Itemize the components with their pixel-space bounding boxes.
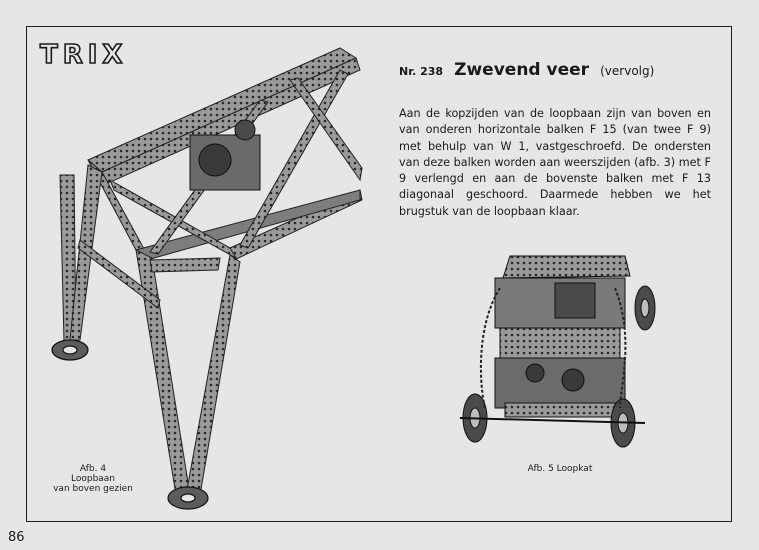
figure-5-caption-line-1: Afb. 5 Loopkat xyxy=(527,464,593,474)
figure-4-track-illustration xyxy=(40,40,370,515)
figure-4-caption-line-3: van boven gezien xyxy=(53,484,133,494)
page-number: 86 xyxy=(8,530,25,545)
figure-5-caption xyxy=(510,464,610,474)
instruction-paragraph: Aan de kopzijden van de loopbaan zijn van boven en van onderen horizontale balken F 15 (van twee F 9) met behulp van W 1, vastgeschroefd. De ondersten van deze balken worden aan weerszijden (afb. 3) met F 9 verlengd en aan de bovenste balken met F 13 diagonaal geschoord. Daarmede hebben we het brugstuk van de loopbaan klaar. xyxy=(399,107,711,218)
model-number: Nr. 238 xyxy=(399,65,444,78)
trix-logo: TRIX xyxy=(40,40,128,70)
figure-5-trolley-illustration xyxy=(455,248,665,458)
model-title: Zwevend veer xyxy=(454,60,590,80)
figure-4-caption xyxy=(40,464,146,494)
figure-4-caption-line-2: Loopbaan xyxy=(70,474,116,484)
model-subtitle: (vervolg) xyxy=(600,64,655,78)
section-heading xyxy=(399,60,654,80)
figure-4-caption-line-1: Afb. 4 xyxy=(79,464,107,474)
